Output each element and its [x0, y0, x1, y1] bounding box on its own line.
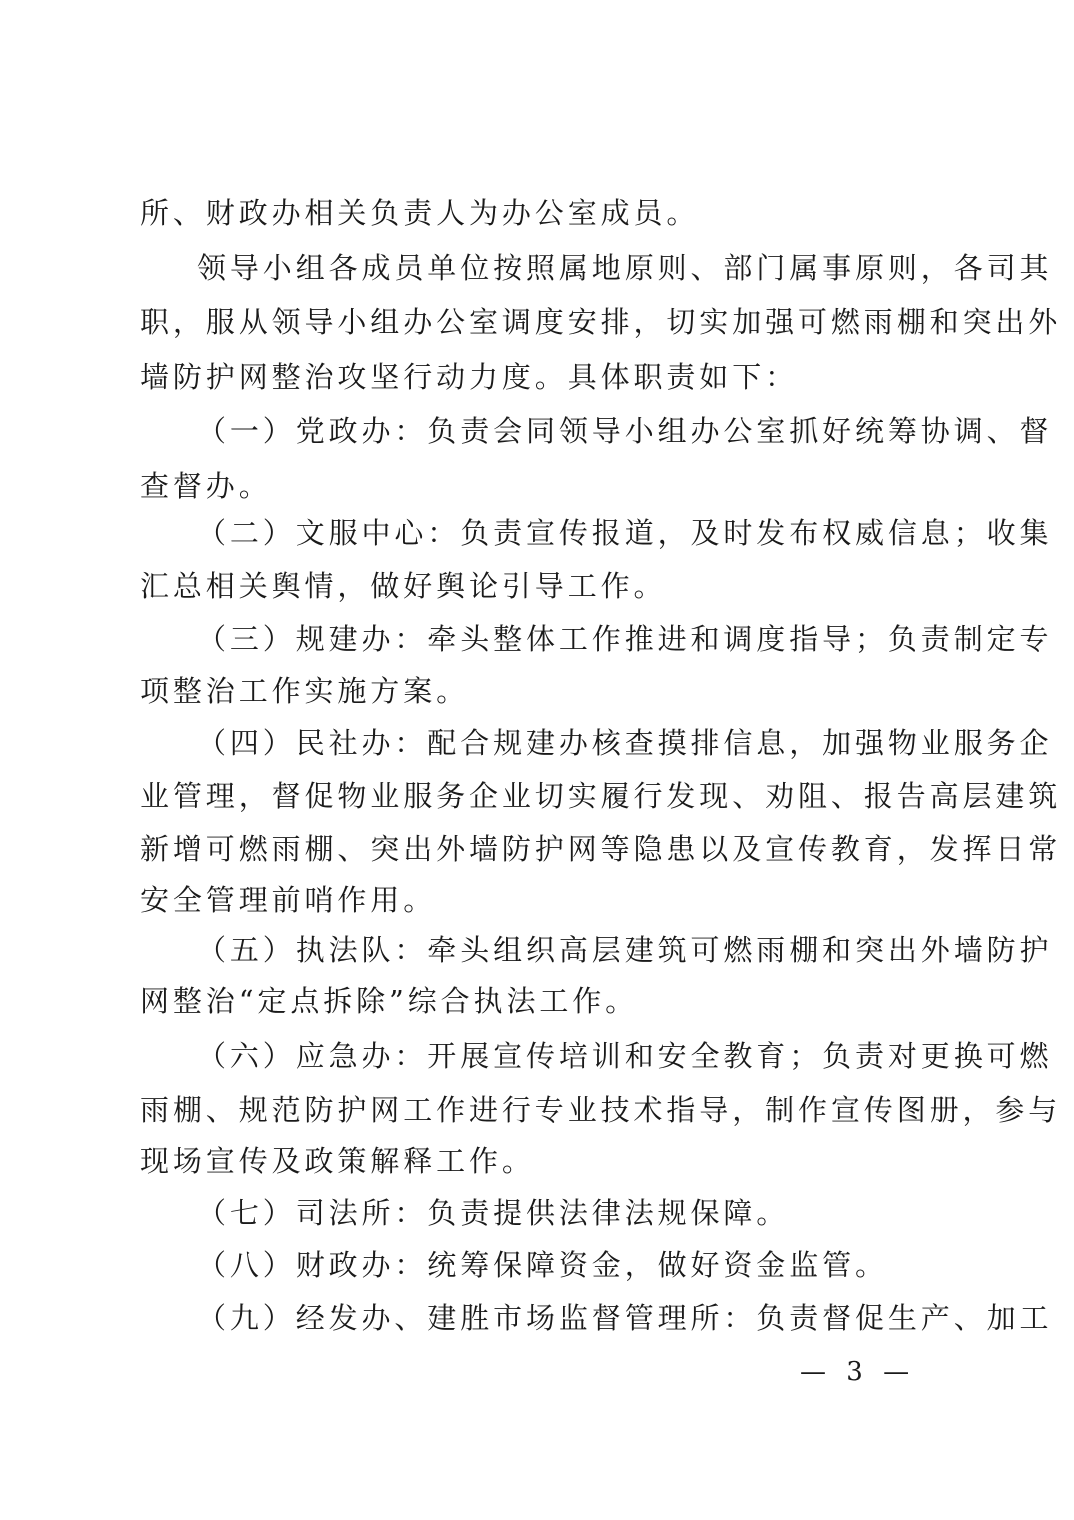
text-line: 所、财政办相关负责人为办公室成员。 — [140, 196, 700, 230]
text-line: 职，服从领导小组办公室调度安排，切实加强可燃雨棚和突出外 — [140, 305, 1062, 339]
text-line: （四）民社办：配合规建办核查摸排信息，加强物业服务企 — [197, 726, 1053, 760]
text-line: 项整治工作实施方案。 — [140, 674, 470, 708]
text-line: 新增可燃雨棚、突出外墙防护网等隐患以及宣传教育，发挥日常 — [140, 832, 1062, 866]
text-line: （六）应急办：开展宣传培训和安全教育；负责对更换可燃 — [197, 1039, 1053, 1073]
text-line: （八）财政办：统筹保障资金，做好资金监管。 — [197, 1248, 888, 1282]
text-line: 现场宣传及政策解释工作。 — [140, 1144, 535, 1178]
text-line: 安全管理前哨作用。 — [140, 883, 437, 917]
text-line: 查督办。 — [140, 469, 272, 503]
text-line: 业管理，督促物业服务企业切实履行发现、劝阻、报告高层建筑 — [140, 779, 1062, 813]
page-number: — 3 — — [800, 1357, 916, 1387]
text-line: （二）文服中心：负责宣传报道，及时发布权威信息；收集 — [197, 516, 1053, 550]
text-line: 汇总相关舆情，做好舆论引导工作。 — [140, 569, 667, 603]
text-line: 墙防护网整治攻坚行动力度。具体职责如下： — [140, 360, 799, 394]
text-line: 网整治“定点拆除”综合执法工作。 — [140, 984, 639, 1018]
text-line: 雨棚、规范防护网工作进行专业技术指导，制作宣传图册，参与 — [140, 1093, 1062, 1127]
text-line: （九）经发办、建胜市场监督管理所：负责督促生产、加工 — [197, 1301, 1053, 1335]
text-line: （一）党政办：负责会同领导小组办公室抓好统筹协调、督 — [197, 414, 1053, 448]
text-line: （七）司法所：负责提供法律法规保障。 — [197, 1196, 790, 1230]
text-line: （五）执法队：牵头组织高层建筑可燃雨棚和突出外墙防护 — [197, 933, 1053, 967]
text-line: （三）规建办：牵头整体工作推进和调度指导；负责制定专 — [197, 622, 1053, 656]
text-line: 领导小组各成员单位按照属地原则、部门属事原则，各司其 — [197, 251, 1053, 285]
